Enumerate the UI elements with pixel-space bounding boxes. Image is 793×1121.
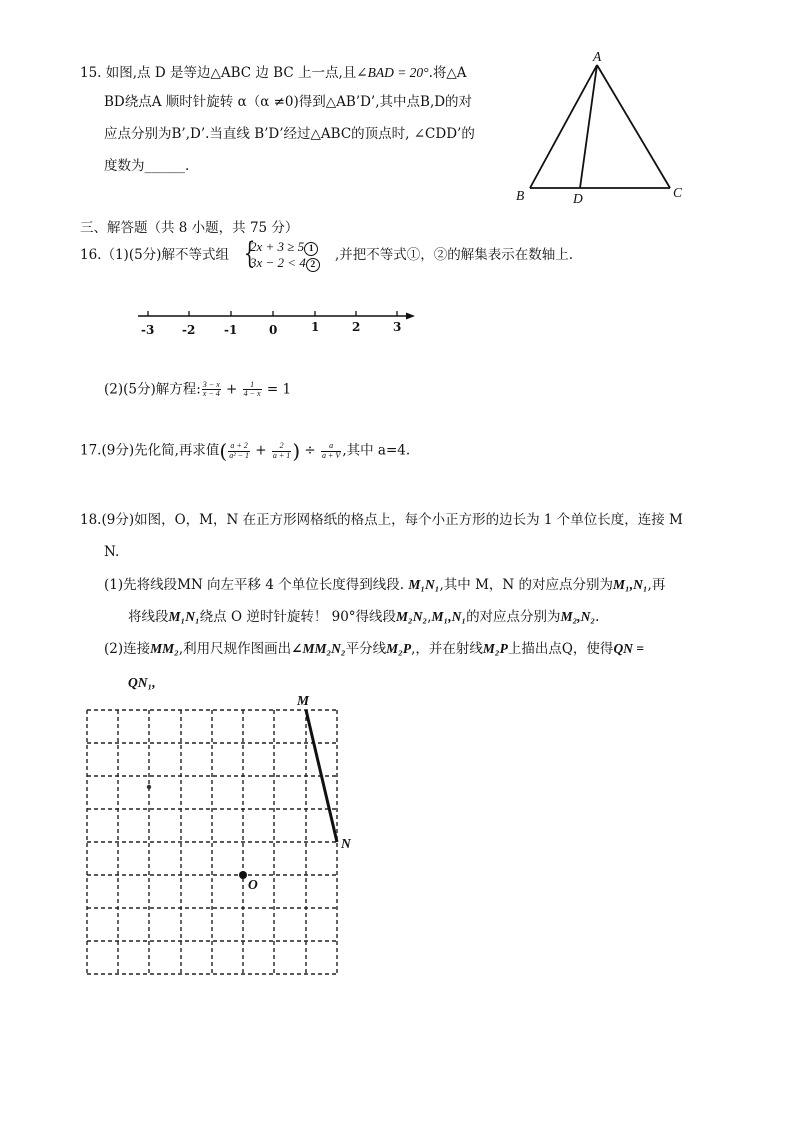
vertex-label-d: D — [573, 191, 583, 206]
vertex-label-a: A — [593, 49, 602, 64]
point-label-o: O — [248, 877, 258, 892]
tick-label: -2 — [182, 323, 196, 337]
q18-part1-line2: 将线段M₁N₁绕点 O 逆时针旋转！ 90°得线段M₂N₂,M₁,N₁的对应点分别为M₂,N₂. — [128, 609, 600, 625]
system-brace: { — [243, 236, 256, 271]
section-heading: 三、解答题（共 8 小题，共 75 分） — [80, 220, 299, 236]
vertex-label-c: C — [673, 185, 683, 200]
q16-part1-suffix: ,并把不等式①，②的解集表示在数轴上. — [335, 247, 574, 263]
q15-line2: BD绕点A 顺时针旋转 α（α ≠0)得到△AB’D’,其中点B,D的对 — [104, 94, 473, 110]
tick-label: 3 — [393, 320, 402, 334]
tick-label: 1 — [311, 320, 320, 334]
tick-label: 2 — [352, 320, 361, 334]
q15-line1: 15. 如图,点 D 是等边△ABC 边 BC 上一点,且∠BAD = 20°.将△A — [80, 65, 467, 81]
q16-part1-prefix: 16.（1)(5分)解不等式组 — [80, 247, 229, 263]
point-o — [239, 871, 247, 879]
inequality-1: 2x + 3 ≥ 5 1 — [250, 240, 318, 256]
vertex-label-b: B — [516, 188, 525, 203]
point-label-m: M — [297, 693, 310, 708]
tick-label: -1 — [224, 323, 238, 337]
tick-label: -3 — [141, 323, 155, 337]
q18-part1-line1: (1)先将线段MN 向左平移 4 个单位长度得到线段. M₁N₁,其中 M，N 的对应点分别为M₁,N₁,再 — [104, 577, 666, 593]
q15-line4: 度数为______. — [104, 158, 190, 174]
point-label-n: N — [341, 836, 351, 851]
q16-part2: (2)(5分)解方程: $\frac{3 - x}{x - 4}$ + $\frac{1}{4 - x}$ = 1 — [104, 380, 292, 399]
stray-mark — [147, 785, 151, 789]
q15-line3: 应点分别为B’,D’.当直线 B’D’经过△ABC的顶点时, ∠CDD’的 — [104, 126, 475, 142]
q18-part2-line1: (2)连接MM₂,利用尺规作图画出∠MM₂N₂平分线M₂P,，并在射线M₂P上描出点Q，使得QN = — [104, 641, 645, 657]
q18-line1: 18.(9分)如图，O，M，N 在正方形网格纸的格点上，每个小正方形的边长为 1 个单位长度，连接 M — [80, 512, 683, 528]
q18-line2: N. — [104, 544, 120, 560]
tick-label: 0 — [269, 323, 278, 337]
q18-part2-line2: QN₁, — [128, 675, 156, 690]
inequality-2: 3x − 2 < 4 2 — [250, 256, 320, 272]
q17-line: 17.(9分)先化简,再求值( $\frac{a + 2}{\text{a² − 1}}$ + $\frac{2}{a + 1}$ ) ÷ $\frac{a}{a + V}$ ,其中 a=4. — [80, 439, 411, 463]
